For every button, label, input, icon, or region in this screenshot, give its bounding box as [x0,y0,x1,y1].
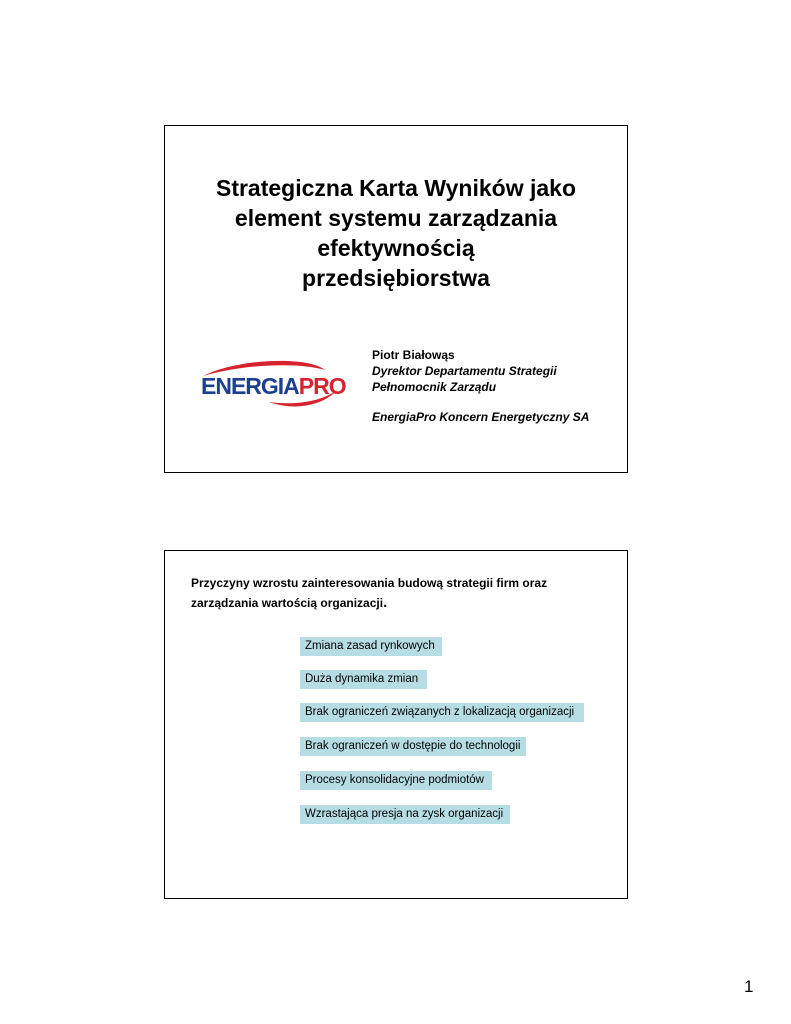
reason-item: Zmiana zasad rynkowych [300,637,442,656]
title-line: przedsiębiorstwa [302,265,490,291]
logo-text-energia: ENERGIA [201,373,299,399]
author-role: Dyrektor Departamentu Strategii [372,364,557,378]
author-name: Piotr Białowąs [372,348,455,362]
reason-item: Procesy konsolidacyjne podmiotów [300,771,492,790]
logo-text [201,373,346,400]
heading-line: Przyczyny wzrostu zainteresowania budową strategii firm oraz [191,576,548,590]
reason-item: Brak ograniczeń związanych z lokalizacją organizacji [300,703,584,722]
reason-item: Wzrastająca presja na zysk organizacji [300,805,510,824]
author-company: EnergiaPro Koncern Energetyczny SA [372,410,590,424]
heading-dot: . [383,594,388,611]
title-line: efektywnością [317,235,475,261]
slide-1 [164,125,628,473]
reason-item: Brak ograniczeń w dostępie do technologii [300,737,526,756]
title-line: Strategiczna Karta Wyników jako [215,175,576,201]
logo-text-pro: PRO [298,373,346,399]
author-role: Pełnomocnik Zarządu [372,380,497,394]
energiapro-logo [199,354,349,414]
page-number: 1 [744,977,754,996]
slide-heading [191,574,601,613]
reason-item: Duża dynamika zmian [300,670,427,689]
slide-2 [164,550,628,899]
heading-line-2 [191,593,601,613]
title-line: element systemu zarządzania [234,205,558,231]
author-block [372,347,589,425]
slide-title [195,173,597,293]
heading-line-text: zarządzania wartością organizacji [191,596,384,610]
